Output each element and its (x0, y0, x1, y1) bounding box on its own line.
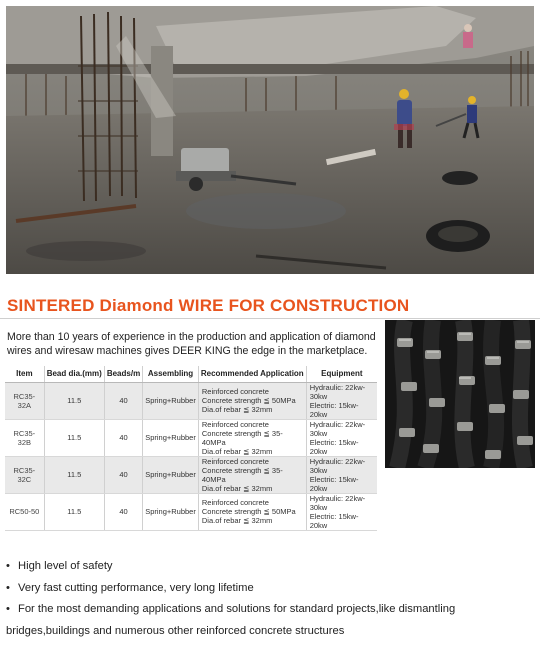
equip-line: Hydraulic: 22kw-30kw (309, 382, 366, 401)
app-line: Reinforced concrete (201, 456, 269, 466)
table-row (5, 493, 377, 530)
table-row (5, 419, 377, 456)
app-line: Dia.of rebar ≦ 32mm (201, 516, 273, 525)
app-line: Dia.of rebar ≦ 32mm (201, 483, 273, 493)
equip-line: Hydraulic: 22kw-30kw (309, 419, 366, 438)
table-row (5, 456, 377, 493)
app-line: Reinforced concrete (201, 498, 269, 507)
list-item-continuation (6, 621, 536, 643)
app-line: Concrete strength ≦ 35-40MPa (201, 465, 283, 484)
app-line: Reinforced concrete (201, 419, 269, 429)
cell-application (198, 419, 306, 456)
cell-bead-dia: 11.5 (44, 419, 104, 456)
title-highlight: SINTERED Diamond (7, 296, 179, 315)
app-line: Concrete strength ≦ 50MPa (201, 507, 296, 516)
diamond-wire-photo (385, 320, 535, 468)
app-line: Dia.of rebar ≦ 32mm (201, 446, 273, 456)
equip-line: Hydraulic: 22kw-30kw (309, 456, 366, 475)
equip-line: Electric: 15kw-20kw (309, 474, 359, 493)
spec-table (5, 366, 377, 531)
cell-equipment (306, 419, 377, 456)
app-line: Dia.of rebar ≦ 32mm (201, 405, 273, 414)
cell-item: RC50-50 (5, 493, 44, 530)
cell-item: RC35-32B (5, 419, 44, 456)
intro-paragraph: More than 10 years of experience in the production and application of diamond wires and wiresaw machines gives DEER KING the edge in the marketplace. (7, 331, 376, 357)
table-row (5, 382, 377, 419)
cell-bead-dia: 11.5 (44, 493, 104, 530)
section-title (7, 296, 535, 316)
cell-item: RC35-32C (5, 456, 44, 493)
bullet-text: For the most demanding applications and solutions for standard projects,like dismantling (18, 603, 456, 615)
col-header-application: Recommended Application (198, 366, 306, 382)
cell-application (198, 456, 306, 493)
col-header-assembling: Assembling (143, 366, 199, 382)
cell-assembling: Spring+Rubber (143, 419, 199, 456)
col-header-bead-dia: Bead dia.(mm) (44, 366, 104, 382)
cell-beads-m: 40 (104, 419, 142, 456)
table-header-row (5, 366, 377, 382)
cell-bead-dia: 11.5 (44, 456, 104, 493)
list-item (6, 599, 536, 621)
bullet-icon: • (6, 560, 10, 572)
list-item (6, 556, 536, 578)
app-line: Concrete strength ≦ 50MPa (201, 396, 296, 405)
cell-equipment (306, 493, 377, 530)
cell-equipment (306, 456, 377, 493)
list-item (6, 578, 536, 600)
construction-site-photo (6, 6, 534, 274)
cell-application (198, 382, 306, 419)
app-line: Reinforced concrete (201, 387, 269, 396)
cell-assembling: Spring+Rubber (143, 456, 199, 493)
bullet-text: bridges,buildings and numerous other reinforced concrete structures (6, 624, 345, 637)
cell-beads-m: 40 (104, 456, 142, 493)
title-rest: WIRE FOR CONSTRUCTION (178, 296, 410, 315)
col-header-equipment: Equipment (306, 366, 377, 382)
cell-equipment (306, 382, 377, 419)
feature-list (6, 556, 536, 642)
equip-line: Electric: 15kw-20kw (309, 437, 359, 456)
equip-line: Electric: 15kw-20kw (309, 400, 359, 419)
equip-line: Electric: 15kw-20kw (309, 511, 359, 530)
cell-bead-dia: 11.5 (44, 382, 104, 419)
cell-assembling: Spring+Rubber (143, 493, 199, 530)
bullet-text: Very fast cutting performance, very long lifetime (18, 581, 254, 594)
app-line: Concrete strength ≦ 35-40MPa (201, 428, 283, 447)
equip-line: Hydraulic: 22kw-30kw (309, 493, 366, 512)
cell-application (198, 493, 306, 530)
cell-item: RC35-32A (5, 382, 44, 419)
cell-beads-m: 40 (104, 382, 142, 419)
cell-assembling: Spring+Rubber (143, 382, 199, 419)
col-header-item: Item (5, 366, 44, 382)
cell-beads-m: 40 (104, 493, 142, 530)
bullet-icon: • (6, 603, 10, 615)
bullet-icon: • (6, 581, 10, 594)
bullet-text: High level of safety (18, 560, 113, 572)
title-divider (0, 318, 540, 319)
col-header-beads-m: Beads/m (104, 366, 142, 382)
